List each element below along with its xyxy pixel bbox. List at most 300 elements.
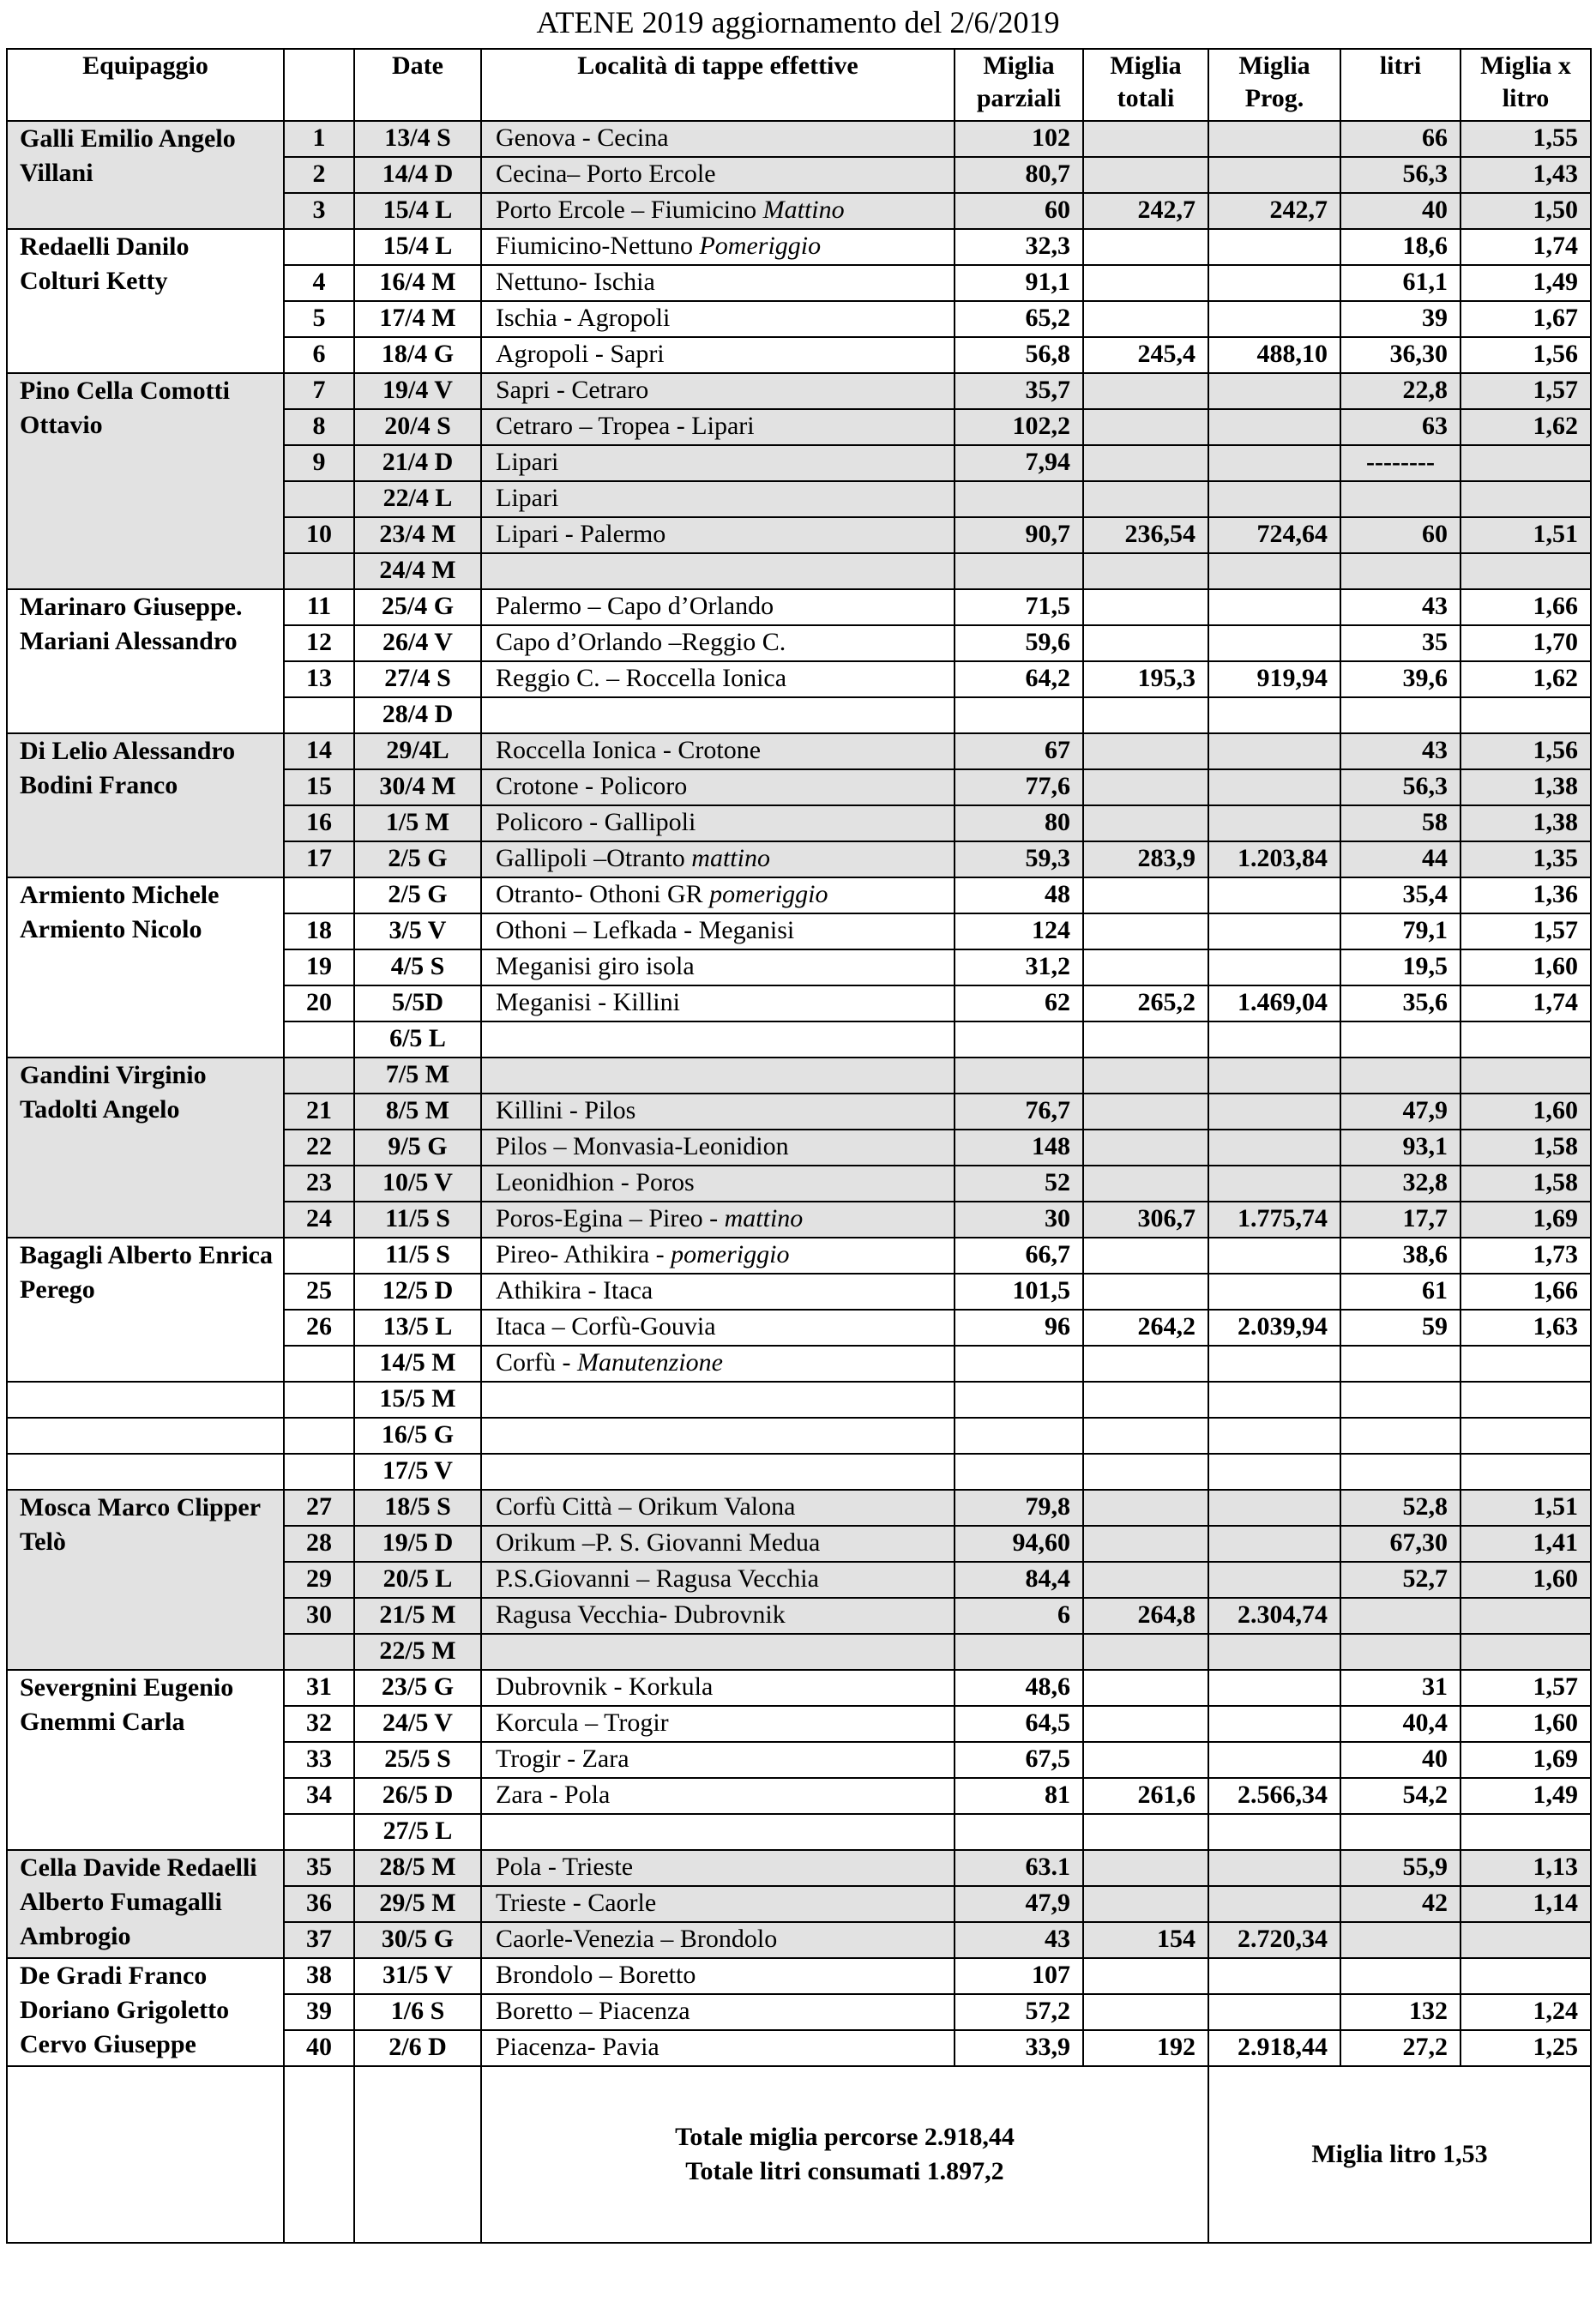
location-cell	[481, 985, 955, 1021]
progressive-miles-cell	[1208, 1382, 1340, 1418]
partial-miles-cell: 124	[955, 913, 1083, 949]
location-cell	[481, 1814, 955, 1850]
date-cell: 18/5 S	[354, 1490, 481, 1526]
progressive-miles-cell	[1208, 769, 1340, 805]
total-miles-cell	[1083, 1382, 1208, 1418]
miles-per-liter-cell: 1,57	[1460, 1670, 1591, 1706]
partial-miles-cell: 66,7	[955, 1238, 1083, 1274]
partial-miles-cell: 148	[955, 1130, 1083, 1166]
date-cell: 23/4 M	[354, 517, 481, 553]
location-text: Lipari	[496, 448, 559, 476]
location-text: Nettuno- Ischia	[496, 268, 655, 296]
table-row	[7, 1454, 1591, 1490]
leg-number-cell: 38	[284, 1958, 354, 1994]
liters-cell	[1340, 697, 1460, 733]
leg-number-cell: 15	[284, 769, 354, 805]
total-miles-cell: 236,54	[1083, 517, 1208, 553]
partial-miles-cell	[955, 1021, 1083, 1058]
total-miles-cell: 306,7	[1083, 1202, 1208, 1238]
date-cell: 28/5 M	[354, 1850, 481, 1886]
date-cell: 12/5 D	[354, 1274, 481, 1310]
location-cell	[481, 1958, 955, 1994]
partial-miles-cell: 76,7	[955, 1094, 1083, 1130]
table-row	[7, 1958, 1591, 1994]
miles-per-liter-cell	[1460, 1598, 1591, 1634]
liters-cell: 39	[1340, 301, 1460, 337]
location-text: Roccella Ionica - Crotone	[496, 736, 762, 764]
date-cell: 21/4 D	[354, 445, 481, 481]
location-text: Gallipoli –Otranto	[496, 844, 692, 872]
location-text: Reggio C. – Roccella Ionica	[496, 664, 787, 692]
miles-per-liter-cell	[1460, 1958, 1591, 1994]
progressive-miles-cell	[1208, 1742, 1340, 1778]
leg-number-cell: 30	[284, 1598, 354, 1634]
partial-miles-cell	[955, 1058, 1083, 1094]
partial-miles-cell	[955, 1814, 1083, 1850]
partial-miles-cell: 80	[955, 805, 1083, 841]
total-miles-cell	[1083, 265, 1208, 301]
total-miles-cell: 195,3	[1083, 661, 1208, 697]
miles-per-liter-cell: 1,60	[1460, 1094, 1591, 1130]
liters-cell	[1340, 1058, 1460, 1094]
totals-row	[7, 2066, 1591, 2243]
location-text: Corfù Città – Orikum Valona	[496, 1492, 796, 1521]
date-cell: 16/4 M	[354, 265, 481, 301]
location-text: Policoro - Gallipoli	[496, 808, 696, 836]
crew-cell: Marinaro Giuseppe. Mariani Alessandro	[7, 589, 284, 733]
partial-miles-cell: 57,2	[955, 1994, 1083, 2030]
leg-number-cell: 31	[284, 1670, 354, 1706]
trip-log-table	[6, 48, 1592, 2244]
miles-per-liter-cell: 1,13	[1460, 1850, 1591, 1886]
date-cell: 7/5 M	[354, 1058, 481, 1094]
location-note: pomeriggio	[671, 1240, 790, 1268]
partial-miles-cell: 102	[955, 121, 1083, 157]
location-cell	[481, 1850, 955, 1886]
table-row	[7, 1418, 1591, 1454]
location-cell	[481, 1634, 955, 1670]
leg-number-cell	[284, 1238, 354, 1274]
total-miles-cell: 261,6	[1083, 1778, 1208, 1814]
location-cell	[481, 1490, 955, 1526]
progressive-miles-cell	[1208, 1814, 1340, 1850]
miles-per-liter-cell: 1,66	[1460, 1274, 1591, 1310]
crew-cell: Bagagli Alberto Enrica Perego	[7, 1238, 284, 1382]
partial-miles-cell: 79,8	[955, 1490, 1083, 1526]
crew-cell: Gandini Virginio Tadolti Angelo	[7, 1058, 284, 1238]
miles-per-liter-cell: 1,57	[1460, 373, 1591, 409]
location-text: Lipari - Palermo	[496, 520, 666, 548]
leg-number-cell: 17	[284, 841, 354, 877]
location-text: Korcula – Trogir	[496, 1708, 669, 1737]
date-cell: 27/4 S	[354, 661, 481, 697]
miles-per-liter-cell: 1,51	[1460, 517, 1591, 553]
total-miles-cell	[1083, 481, 1208, 517]
location-text: Palermo – Capo d’Orlando	[496, 592, 774, 620]
partial-miles-cell: 32,3	[955, 229, 1083, 265]
date-cell: 19/4 V	[354, 373, 481, 409]
miles-per-liter-cell	[1460, 553, 1591, 589]
location-cell	[481, 697, 955, 733]
miles-per-liter-cell	[1460, 1418, 1591, 1454]
progressive-miles-cell	[1208, 589, 1340, 625]
miles-per-liter-cell	[1460, 1634, 1591, 1670]
progressive-miles-cell: 1.775,74	[1208, 1202, 1340, 1238]
total-miles-cell	[1083, 1670, 1208, 1706]
partial-miles-cell: 101,5	[955, 1274, 1083, 1310]
location-text: Boretto – Piacenza	[496, 1997, 690, 2025]
leg-number-cell: 6	[284, 337, 354, 373]
leg-number-cell: 22	[284, 1130, 354, 1166]
location-text: Meganisi - Killini	[496, 988, 680, 1016]
crew-cell: Cella Davide Redaelli Alberto Fumagalli Ambrogio	[7, 1850, 284, 1958]
liters-cell: 63	[1340, 409, 1460, 445]
progressive-miles-cell: 2.566,34	[1208, 1778, 1340, 1814]
leg-number-cell: 32	[284, 1706, 354, 1742]
miles-per-liter-cell: 1,58	[1460, 1130, 1591, 1166]
miles-per-liter-cell	[1460, 697, 1591, 733]
date-cell: 1/5 M	[354, 805, 481, 841]
partial-miles-cell: 48,6	[955, 1670, 1083, 1706]
header-crew: Equipaggio	[7, 49, 284, 121]
date-cell: 9/5 G	[354, 1130, 481, 1166]
leg-number-cell: 18	[284, 913, 354, 949]
header-total-miles: Miglia totali	[1083, 49, 1208, 121]
partial-miles-cell: 7,94	[955, 445, 1083, 481]
location-cell	[481, 1454, 955, 1490]
date-cell: 24/4 M	[354, 553, 481, 589]
location-cell	[481, 1346, 955, 1382]
progressive-miles-cell	[1208, 373, 1340, 409]
date-cell: 21/5 M	[354, 1598, 481, 1634]
location-note: Manutenzione	[576, 1348, 723, 1377]
progressive-miles-cell	[1208, 1958, 1340, 1994]
progressive-miles-cell	[1208, 1994, 1340, 2030]
total-miles-cell	[1083, 733, 1208, 769]
date-cell: 20/4 S	[354, 409, 481, 445]
total-miles-cell: 283,9	[1083, 841, 1208, 877]
location-cell	[481, 769, 955, 805]
total-miles-cell	[1083, 121, 1208, 157]
miles-per-liter-cell: 1,36	[1460, 877, 1591, 913]
leg-number-cell: 3	[284, 193, 354, 229]
miles-per-liter-cell: 1,74	[1460, 985, 1591, 1021]
liters-cell	[1340, 1958, 1460, 1994]
table-row	[7, 1850, 1591, 1886]
date-cell: 13/4 S	[354, 121, 481, 157]
progressive-miles-cell: 2.039,94	[1208, 1310, 1340, 1346]
progressive-miles-cell	[1208, 913, 1340, 949]
total-miles-cell	[1083, 625, 1208, 661]
header-row	[7, 49, 1591, 121]
liters-cell: 54,2	[1340, 1778, 1460, 1814]
partial-miles-cell: 63.1	[955, 1850, 1083, 1886]
partial-miles-cell: 33,9	[955, 2030, 1083, 2066]
date-cell: 18/4 G	[354, 337, 481, 373]
miles-per-liter-cell: 1,63	[1460, 1310, 1591, 1346]
total-miles-cell: 264,2	[1083, 1310, 1208, 1346]
leg-number-cell	[284, 1454, 354, 1490]
location-note: Mattino	[762, 196, 845, 224]
total-miles-cell	[1083, 157, 1208, 193]
partial-miles-cell: 56,8	[955, 337, 1083, 373]
leg-number-cell: 20	[284, 985, 354, 1021]
location-text: Agropoli - Sapri	[496, 340, 665, 368]
progressive-miles-cell	[1208, 1274, 1340, 1310]
leg-number-cell: 14	[284, 733, 354, 769]
date-cell: 2/5 G	[354, 877, 481, 913]
date-cell: 14/4 D	[354, 157, 481, 193]
partial-miles-cell: 64,2	[955, 661, 1083, 697]
liters-cell: 42	[1340, 1886, 1460, 1922]
location-cell	[481, 301, 955, 337]
progressive-miles-cell: 2.918,44	[1208, 2030, 1340, 2066]
leg-number-cell: 2	[284, 157, 354, 193]
partial-miles-cell	[955, 697, 1083, 733]
total-miles-cell	[1083, 1886, 1208, 1922]
liters-cell: 61	[1340, 1274, 1460, 1310]
location-text: Brondolo – Boretto	[496, 1961, 696, 1989]
progressive-miles-cell	[1208, 1021, 1340, 1058]
liters-cell	[1340, 553, 1460, 589]
location-cell	[481, 1922, 955, 1958]
location-cell	[481, 1238, 955, 1274]
location-text: Poros-Egina – Pireo -	[496, 1204, 725, 1232]
crew-cell: Di Lelio Alessandro Bodini Franco	[7, 733, 284, 877]
crew-cell: Pino Cella Comotti Ottavio	[7, 373, 284, 589]
leg-number-cell: 34	[284, 1778, 354, 1814]
liters-cell	[1340, 1021, 1460, 1058]
liters-cell: 32,8	[1340, 1166, 1460, 1202]
leg-number-cell: 28	[284, 1526, 354, 1562]
location-text: Zara - Pola	[496, 1781, 611, 1809]
partial-miles-cell: 31,2	[955, 949, 1083, 985]
miles-per-liter-cell: 1,69	[1460, 1742, 1591, 1778]
table-row	[7, 1382, 1591, 1418]
progressive-miles-cell	[1208, 121, 1340, 157]
location-text: Trieste - Caorle	[496, 1889, 657, 1917]
total-miles-cell	[1083, 1058, 1208, 1094]
liters-cell: 35,4	[1340, 877, 1460, 913]
table-row	[7, 229, 1591, 265]
leg-number-cell: 37	[284, 1922, 354, 1958]
partial-miles-cell: 64,5	[955, 1706, 1083, 1742]
date-cell: 3/5 V	[354, 913, 481, 949]
location-note: pomeriggio	[709, 880, 828, 908]
total-miles-cell	[1083, 1274, 1208, 1310]
liters-cell: 38,6	[1340, 1238, 1460, 1274]
miles-per-liter-cell	[1460, 1814, 1591, 1850]
total-miles-cell	[1083, 409, 1208, 445]
total-miles-cell: 242,7	[1083, 193, 1208, 229]
location-cell	[481, 661, 955, 697]
progressive-miles-cell	[1208, 1130, 1340, 1166]
miles-per-liter-cell: 1,43	[1460, 157, 1591, 193]
header-location: Località di tappe effettive	[481, 49, 955, 121]
location-cell	[481, 121, 955, 157]
location-text: Leonidhion - Poros	[496, 1168, 695, 1196]
crew-cell: Armiento Michele Armiento Nicolo	[7, 877, 284, 1058]
progressive-miles-cell	[1208, 553, 1340, 589]
leg-number-cell: 5	[284, 301, 354, 337]
date-cell: 23/5 G	[354, 1670, 481, 1706]
table-row	[7, 1490, 1591, 1526]
totals-cell	[481, 2066, 1208, 2243]
total-miles-cell	[1083, 589, 1208, 625]
miles-per-liter-cell	[1460, 1382, 1591, 1418]
partial-miles-cell: 59,3	[955, 841, 1083, 877]
leg-number-cell: 13	[284, 661, 354, 697]
location-cell	[481, 1310, 955, 1346]
location-cell	[481, 265, 955, 301]
total-miles-cell	[1083, 373, 1208, 409]
location-cell	[481, 1778, 955, 1814]
location-text: Dubrovnik - Korkula	[496, 1672, 714, 1701]
location-cell	[481, 409, 955, 445]
liters-cell: 132	[1340, 1994, 1460, 2030]
location-cell	[481, 1058, 955, 1094]
location-text: Lipari	[496, 484, 559, 512]
date-cell: 29/4L	[354, 733, 481, 769]
miles-per-liter-cell: 1,69	[1460, 1202, 1591, 1238]
liters-cell: --------	[1340, 445, 1460, 481]
location-text: Trogir - Zara	[496, 1745, 629, 1773]
total-miles-cell	[1083, 1094, 1208, 1130]
location-text: Pireo- Athikira -	[496, 1240, 672, 1268]
leg-number-cell: 9	[284, 445, 354, 481]
progressive-miles-cell: 2.720,34	[1208, 1922, 1340, 1958]
location-cell	[481, 1886, 955, 1922]
progressive-miles-cell: 242,7	[1208, 193, 1340, 229]
miles-per-liter-cell: 1,70	[1460, 625, 1591, 661]
liters-cell: 35	[1340, 625, 1460, 661]
total-miles-cell	[1083, 1021, 1208, 1058]
liters-cell: 18,6	[1340, 229, 1460, 265]
date-cell: 22/5 M	[354, 1634, 481, 1670]
partial-miles-cell: 43	[955, 1922, 1083, 1958]
leg-number-cell: 16	[284, 805, 354, 841]
total-miles-text: Totale miglia percorse 2.918,44	[675, 2123, 1015, 2151]
progressive-miles-cell: 1.469,04	[1208, 985, 1340, 1021]
leg-number-cell: 11	[284, 589, 354, 625]
location-text: P.S.Giovanni – Ragusa Vecchia	[496, 1564, 819, 1593]
date-cell: 10/5 V	[354, 1166, 481, 1202]
liters-cell: 39,6	[1340, 661, 1460, 697]
header-liters: litri	[1340, 49, 1460, 121]
miles-per-liter-cell: 1,49	[1460, 1778, 1591, 1814]
liters-cell: 40	[1340, 193, 1460, 229]
date-cell: 2/6 D	[354, 2030, 481, 2066]
total-miles-cell	[1083, 697, 1208, 733]
progressive-miles-cell	[1208, 949, 1340, 985]
leg-number-cell: 19	[284, 949, 354, 985]
partial-miles-cell: 94,60	[955, 1526, 1083, 1562]
miles-per-liter-cell: 1,73	[1460, 1238, 1591, 1274]
leg-number-cell	[284, 1418, 354, 1454]
miles-per-liter-total: Miglia litro 1,53	[1208, 2066, 1591, 2243]
liters-cell: 55,9	[1340, 1850, 1460, 1886]
date-cell: 15/4 L	[354, 229, 481, 265]
location-text: Ragusa Vecchia- Dubrovnik	[496, 1600, 786, 1629]
partial-miles-cell: 84,4	[955, 1562, 1083, 1598]
leg-number-cell: 23	[284, 1166, 354, 1202]
leg-number-cell: 39	[284, 1994, 354, 2030]
partial-miles-cell: 65,2	[955, 301, 1083, 337]
total-miles-cell	[1083, 949, 1208, 985]
progressive-miles-cell	[1208, 301, 1340, 337]
progressive-miles-cell	[1208, 1454, 1340, 1490]
location-cell	[481, 733, 955, 769]
partial-miles-cell: 67	[955, 733, 1083, 769]
header-number	[284, 49, 354, 121]
location-cell	[481, 517, 955, 553]
liters-cell: 52,8	[1340, 1490, 1460, 1526]
partial-miles-cell	[955, 1382, 1083, 1418]
location-cell	[481, 949, 955, 985]
location-text: Otranto- Othoni GR	[496, 880, 710, 908]
miles-per-liter-cell	[1460, 1922, 1591, 1958]
crew-cell: Galli Emilio Angelo Villani	[7, 121, 284, 229]
location-cell	[481, 1526, 955, 1562]
liters-cell	[1340, 1634, 1460, 1670]
liters-cell: 40,4	[1340, 1706, 1460, 1742]
leg-number-cell	[284, 1814, 354, 1850]
miles-per-liter-cell: 1,56	[1460, 337, 1591, 373]
location-text: Othoni – Lefkada - Meganisi	[496, 916, 795, 944]
total-miles-cell	[1083, 1454, 1208, 1490]
crew-cell: Mosca Marco Clipper Telò	[7, 1490, 284, 1670]
leg-number-cell: 10	[284, 517, 354, 553]
miles-per-liter-cell: 1,60	[1460, 1562, 1591, 1598]
table-row	[7, 1238, 1591, 1274]
date-cell: 14/5 M	[354, 1346, 481, 1382]
date-cell: 6/5 L	[354, 1021, 481, 1058]
miles-per-liter-cell: 1,66	[1460, 589, 1591, 625]
leg-number-cell	[284, 553, 354, 589]
progressive-miles-cell	[1208, 1058, 1340, 1094]
location-note: mattino	[691, 844, 770, 872]
leg-number-cell	[284, 229, 354, 265]
total-miles-cell: 265,2	[1083, 985, 1208, 1021]
leg-number-cell	[284, 877, 354, 913]
location-text: Cetraro – Tropea - Lipari	[496, 412, 755, 440]
liters-cell: 56,3	[1340, 769, 1460, 805]
progressive-miles-cell	[1208, 1562, 1340, 1598]
progressive-miles-cell	[1208, 445, 1340, 481]
date-cell: 30/4 M	[354, 769, 481, 805]
leg-number-cell: 33	[284, 1742, 354, 1778]
date-cell: 29/5 M	[354, 1886, 481, 1922]
partial-miles-cell: 6	[955, 1598, 1083, 1634]
progressive-miles-cell	[1208, 1094, 1340, 1130]
total-miles-cell	[1083, 1346, 1208, 1382]
document-title: ATENE 2019 aggiornamento del 2/6/2019	[536, 5, 1060, 39]
miles-per-liter-cell: 1,51	[1460, 1490, 1591, 1526]
total-miles-cell	[1083, 301, 1208, 337]
date-cell: 20/5 L	[354, 1562, 481, 1598]
location-cell	[481, 1094, 955, 1130]
liters-cell	[1340, 1922, 1460, 1958]
header-partial-miles: Miglia parziali	[955, 49, 1083, 121]
location-cell	[481, 589, 955, 625]
miles-per-liter-cell: 1,55	[1460, 121, 1591, 157]
liters-cell: 43	[1340, 733, 1460, 769]
location-text: Sapri - Cetraro	[496, 376, 649, 404]
liters-cell	[1340, 1814, 1460, 1850]
progressive-miles-cell: 2.304,74	[1208, 1598, 1340, 1634]
partial-miles-cell: 62	[955, 985, 1083, 1021]
partial-miles-cell: 67,5	[955, 1742, 1083, 1778]
